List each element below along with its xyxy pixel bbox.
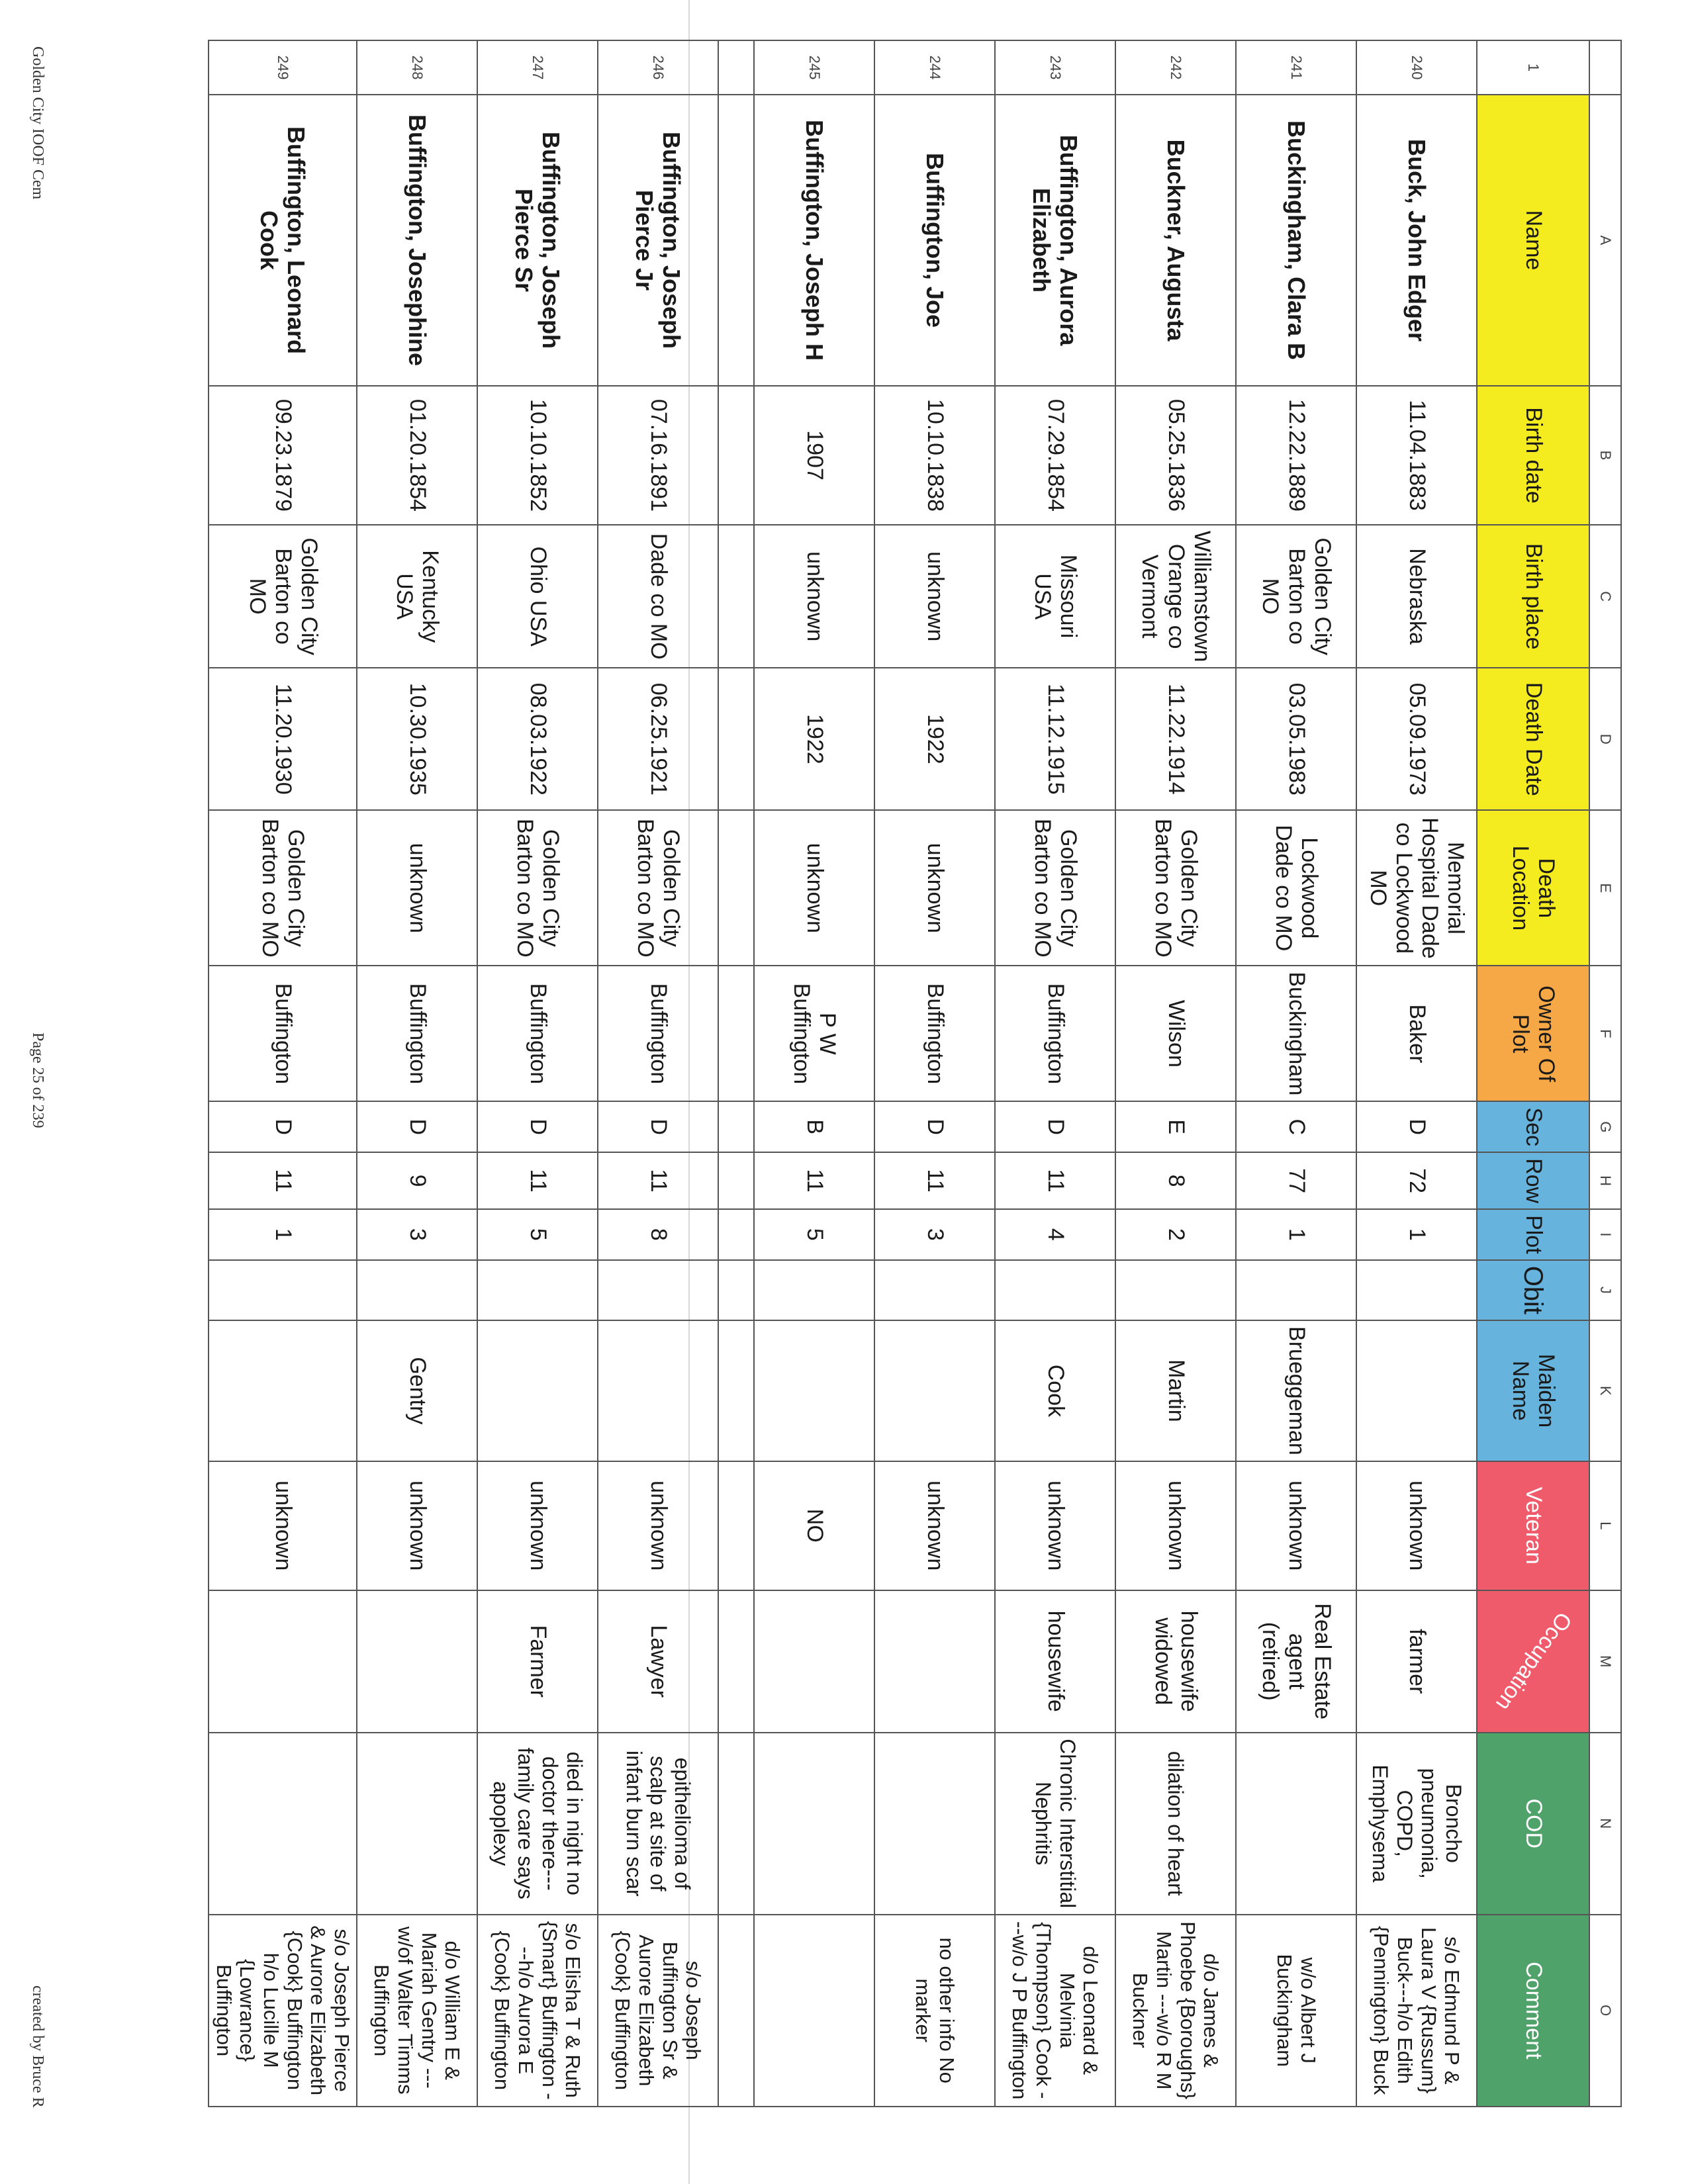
header-occupation bbox=[1477, 1590, 1589, 1733]
header-row-number: 1 bbox=[1477, 40, 1589, 95]
comment-cell: w/o Albert J Buckingham bbox=[1236, 1915, 1356, 2107]
plot-cell: 4 bbox=[995, 1209, 1115, 1260]
name-cell: Buffington, Aurora Elizabeth bbox=[995, 95, 1115, 386]
occupation-cell: Farmer bbox=[477, 1590, 598, 1733]
death-date-cell: 03.05.1983 bbox=[1236, 668, 1356, 810]
table-row bbox=[357, 40, 477, 2107]
maiden-cell: Cook bbox=[995, 1320, 1115, 1461]
veteran-cell: unknown bbox=[357, 1461, 477, 1590]
row-cell: 72 bbox=[1356, 1152, 1477, 1209]
obit-cell bbox=[1115, 1260, 1236, 1320]
table-row bbox=[598, 40, 718, 2107]
blank-cell bbox=[718, 1152, 754, 1209]
header-comment: Comment bbox=[1477, 1915, 1589, 2107]
blank-cell bbox=[718, 1320, 754, 1461]
obit-cell bbox=[874, 1260, 995, 1320]
header-plot: Plot bbox=[1477, 1209, 1589, 1260]
death-date-cell: 11.22.1914 bbox=[1115, 668, 1236, 810]
death-location-cell: Golden City Barton co MO bbox=[598, 810, 718, 966]
death-location-cell: unknown bbox=[754, 810, 874, 966]
row-cell: 11 bbox=[754, 1152, 874, 1209]
death-date-cell: 10.30.1935 bbox=[357, 668, 477, 810]
veteran-cell: NO bbox=[754, 1461, 874, 1590]
plot-cell: 2 bbox=[1115, 1209, 1236, 1260]
name-cell: Buck, John Edger bbox=[1356, 95, 1477, 386]
blank-cell bbox=[718, 1590, 754, 1733]
birth-place-cell: Kentucky USA bbox=[357, 525, 477, 668]
table-row bbox=[754, 40, 874, 2107]
occupation-cell bbox=[874, 1590, 995, 1733]
occupation-cell: housewife widowed bbox=[1115, 1590, 1236, 1733]
blank-cell bbox=[718, 668, 754, 810]
death-date-cell: 1922 bbox=[754, 668, 874, 810]
birth-place-cell: Golden City Barton co MO bbox=[1236, 525, 1356, 668]
birth-place-cell: unknown bbox=[874, 525, 995, 668]
plot-cell: 5 bbox=[754, 1209, 874, 1260]
cod-cell bbox=[754, 1733, 874, 1915]
col-letter: J bbox=[1589, 1260, 1621, 1320]
maiden-cell: Brueggeman bbox=[1236, 1320, 1356, 1461]
name-cell: Buffington, Joseph H bbox=[754, 95, 874, 386]
birth-place-cell: Missouri USA bbox=[995, 525, 1115, 668]
plot-cell: 1 bbox=[1356, 1209, 1477, 1260]
occupation-cell: housewife bbox=[995, 1590, 1115, 1733]
header-row: Row bbox=[1477, 1152, 1589, 1209]
veteran-cell: unknown bbox=[1356, 1461, 1477, 1590]
obit-cell bbox=[598, 1260, 718, 1320]
sec-cell: D bbox=[1356, 1101, 1477, 1152]
header-row bbox=[1477, 40, 1589, 2107]
owner-cell: Buckingham bbox=[1236, 966, 1356, 1101]
col-letter: G bbox=[1589, 1101, 1621, 1152]
death-location-cell: unknown bbox=[874, 810, 995, 966]
birth-date-cell: 07.29.1854 bbox=[995, 386, 1115, 525]
plot-cell: 1 bbox=[209, 1209, 357, 1260]
cod-cell bbox=[874, 1733, 995, 1915]
birth-place-cell: Williamstown Orange co Vermont bbox=[1115, 525, 1236, 668]
blank-cell bbox=[718, 966, 754, 1101]
maiden-cell bbox=[874, 1320, 995, 1461]
row-cell: 77 bbox=[1236, 1152, 1356, 1209]
occupation-cell bbox=[754, 1590, 874, 1733]
row-number: 247 bbox=[477, 40, 598, 95]
comment-cell: s/o Joseph Pierce & Aurore Elizabeth {Cook} Buffington h/o Lucille M {Lowrance} Buffington bbox=[209, 1915, 357, 2107]
header-obit: Obit bbox=[1477, 1260, 1589, 1320]
table-row bbox=[1236, 40, 1356, 2107]
footer-source: Golden City IOOF Cem bbox=[29, 46, 46, 200]
comment-cell: d/o William E & Mariah Gentry ---w/of Walter Timms Buffington bbox=[357, 1915, 477, 2107]
owner-cell: Buffington bbox=[357, 966, 477, 1101]
blank-cell bbox=[718, 1915, 754, 2107]
col-letter: I bbox=[1589, 1209, 1621, 1260]
header-occupation-label: Occupation bbox=[1490, 1608, 1577, 1715]
sec-cell: C bbox=[1236, 1101, 1356, 1152]
header-birth-date: Birth date bbox=[1477, 386, 1589, 525]
row-number: 248 bbox=[357, 40, 477, 95]
sec-cell: D bbox=[598, 1101, 718, 1152]
col-letter: E bbox=[1589, 810, 1621, 966]
row-cell: 11 bbox=[209, 1152, 357, 1209]
obit-cell bbox=[209, 1260, 357, 1320]
row-number: 249 bbox=[209, 40, 357, 95]
row-number: 243 bbox=[995, 40, 1115, 95]
col-letter: C bbox=[1589, 525, 1621, 668]
comment-cell: d/o James & Phoebe {Boroughs} Martin ---w/o R M Buckner bbox=[1115, 1915, 1236, 2107]
footer-page-number: Page 25 of 239 bbox=[29, 1032, 46, 1128]
row-number: 246 bbox=[598, 40, 718, 95]
plot-cell: 8 bbox=[598, 1209, 718, 1260]
comment-cell: d/o Leonard & Melvinia {Thompson} Cook ---w/o J P Buffington bbox=[995, 1915, 1115, 2107]
table-row bbox=[1356, 40, 1477, 2107]
death-date-cell: 08.03.1922 bbox=[477, 668, 598, 810]
corner-cell bbox=[1589, 40, 1621, 95]
comment-cell: s/o Edmund P & Laura V {Russum} Buck---h/o Edith {Pennington} Buck bbox=[1356, 1915, 1477, 2107]
comment-cell: s/o Joseph Buffington Sr & Aurore Elizabeth {Cook} Buffington bbox=[598, 1915, 718, 2107]
col-letter: N bbox=[1589, 1733, 1621, 1915]
death-date-cell: 05.09.1973 bbox=[1356, 668, 1477, 810]
col-letter: H bbox=[1589, 1152, 1621, 1209]
cod-cell: epithelioma of scalp at site of infant burn scar bbox=[598, 1733, 718, 1915]
table-row bbox=[1115, 40, 1236, 2107]
comment-cell: no other info No marker bbox=[874, 1915, 995, 2107]
owner-cell: Buffington bbox=[598, 966, 718, 1101]
col-letter: B bbox=[1589, 386, 1621, 525]
veteran-cell: unknown bbox=[874, 1461, 995, 1590]
maiden-cell bbox=[754, 1320, 874, 1461]
cod-cell bbox=[209, 1733, 357, 1915]
owner-cell: Buffington bbox=[874, 966, 995, 1101]
death-location-cell: Golden City Barton co MO bbox=[209, 810, 357, 966]
header-death-date: Death Date bbox=[1477, 668, 1589, 810]
blank-cell bbox=[718, 810, 754, 966]
veteran-cell: unknown bbox=[209, 1461, 357, 1590]
owner-cell: Buffington bbox=[477, 966, 598, 1101]
birth-date-cell: 10.10.1838 bbox=[874, 386, 995, 525]
row-cell: 9 bbox=[357, 1152, 477, 1209]
header-name: Name bbox=[1477, 95, 1589, 386]
table-row bbox=[477, 40, 598, 2107]
veteran-cell: unknown bbox=[1115, 1461, 1236, 1590]
birth-date-cell: 07.16.1891 bbox=[598, 386, 718, 525]
comment-cell bbox=[754, 1915, 874, 2107]
row-number: 240 bbox=[1356, 40, 1477, 95]
footer-credit: created by Bruce R bbox=[29, 1985, 46, 2108]
birth-place-cell: Nebraska bbox=[1356, 525, 1477, 668]
veteran-cell: unknown bbox=[995, 1461, 1115, 1590]
owner-cell: Wilson bbox=[1115, 966, 1236, 1101]
occupation-cell: farmer bbox=[1356, 1590, 1477, 1733]
cemetery-records-table bbox=[208, 40, 1622, 2107]
comment-cell: s/o Elisha T & Ruth {Smart} Buffington ---h/o Aurora E {Cook} Buffington bbox=[477, 1915, 598, 2107]
sec-cell: E bbox=[1115, 1101, 1236, 1152]
col-letter: M bbox=[1589, 1590, 1621, 1733]
col-letter: D bbox=[1589, 668, 1621, 810]
maiden-cell bbox=[598, 1320, 718, 1461]
row-number: 241 bbox=[1236, 40, 1356, 95]
blank-cell bbox=[718, 40, 754, 95]
name-cell: Buckingham, Clara B bbox=[1236, 95, 1356, 386]
cod-cell bbox=[1236, 1733, 1356, 1915]
death-location-cell: unknown bbox=[357, 810, 477, 966]
maiden-cell: Martin bbox=[1115, 1320, 1236, 1461]
obit-cell bbox=[357, 1260, 477, 1320]
death-location-cell: Memorial Hospital Dade co Lockwood MO bbox=[1356, 810, 1477, 966]
column-letters-row bbox=[1589, 40, 1621, 2107]
col-letter: A bbox=[1589, 95, 1621, 386]
sec-cell: D bbox=[477, 1101, 598, 1152]
birth-place-cell: Dade co MO bbox=[598, 525, 718, 668]
blank-cell bbox=[718, 386, 754, 525]
blank-row bbox=[718, 40, 754, 2107]
birth-date-cell: 1907 bbox=[754, 386, 874, 525]
header-maiden-name: Maiden Name bbox=[1477, 1320, 1589, 1461]
cod-cell: Broncho pneumonia, COPD, Emphysema bbox=[1356, 1733, 1477, 1915]
row-number: 244 bbox=[874, 40, 995, 95]
row-cell: 11 bbox=[477, 1152, 598, 1209]
obit-cell bbox=[754, 1260, 874, 1320]
name-cell: Buckner, Augusta bbox=[1115, 95, 1236, 386]
owner-cell: Buffington bbox=[209, 966, 357, 1101]
occupation-cell: Lawyer bbox=[598, 1590, 718, 1733]
birth-place-cell: Golden City Barton co MO bbox=[209, 525, 357, 668]
sec-cell: B bbox=[754, 1101, 874, 1152]
birth-date-cell: 05.25.1836 bbox=[1115, 386, 1236, 525]
plot-cell: 1 bbox=[1236, 1209, 1356, 1260]
col-letter: K bbox=[1589, 1320, 1621, 1461]
occupation-cell: Real Estate agent (retired) bbox=[1236, 1590, 1356, 1733]
death-location-cell: Golden City Barton co MO bbox=[477, 810, 598, 966]
header-veteran: Veteran bbox=[1477, 1461, 1589, 1590]
header-sec: Sec bbox=[1477, 1101, 1589, 1152]
row-number: 242 bbox=[1115, 40, 1236, 95]
maiden-cell bbox=[477, 1320, 598, 1461]
col-letter: F bbox=[1589, 966, 1621, 1101]
col-letter: L bbox=[1589, 1461, 1621, 1590]
name-cell: Buffington, Joe bbox=[874, 95, 995, 386]
birth-date-cell: 10.10.1852 bbox=[477, 386, 598, 525]
veteran-cell: unknown bbox=[477, 1461, 598, 1590]
header-death-location: Death Location bbox=[1477, 810, 1589, 966]
death-date-cell: 06.25.1921 bbox=[598, 668, 718, 810]
birth-place-cell: unknown bbox=[754, 525, 874, 668]
table-row bbox=[995, 40, 1115, 2107]
sec-cell: D bbox=[874, 1101, 995, 1152]
birth-date-cell: 11.04.1883 bbox=[1356, 386, 1477, 525]
death-date-cell: 11.20.1930 bbox=[209, 668, 357, 810]
cod-cell bbox=[357, 1733, 477, 1915]
name-cell: Buffington, Leonard Cook bbox=[209, 95, 357, 386]
maiden-cell bbox=[209, 1320, 357, 1461]
obit-cell bbox=[477, 1260, 598, 1320]
birth-date-cell: 01.20.1854 bbox=[357, 386, 477, 525]
birth-place-cell: Ohio USA bbox=[477, 525, 598, 668]
death-location-cell: Golden City Barton co MO bbox=[995, 810, 1115, 966]
veteran-cell: unknown bbox=[598, 1461, 718, 1590]
maiden-cell bbox=[1356, 1320, 1477, 1461]
occupation-cell bbox=[357, 1590, 477, 1733]
plot-cell: 5 bbox=[477, 1209, 598, 1260]
owner-cell: P W Buffington bbox=[754, 966, 874, 1101]
occupation-cell bbox=[209, 1590, 357, 1733]
col-letter: O bbox=[1589, 1915, 1621, 2107]
blank-cell bbox=[718, 1733, 754, 1915]
name-cell: Buffington, Joseph Pierce Jr bbox=[598, 95, 718, 386]
row-cell: 8 bbox=[1115, 1152, 1236, 1209]
blank-cell bbox=[718, 1461, 754, 1590]
name-cell: Buffington, Josephine bbox=[357, 95, 477, 386]
death-date-cell: 1922 bbox=[874, 668, 995, 810]
death-date-cell: 11.12.1915 bbox=[995, 668, 1115, 810]
blank-cell bbox=[718, 525, 754, 668]
veteran-cell: unknown bbox=[1236, 1461, 1356, 1590]
row-cell: 11 bbox=[874, 1152, 995, 1209]
cod-cell: dilation of heart bbox=[1115, 1733, 1236, 1915]
header-cod: COD bbox=[1477, 1733, 1589, 1915]
death-location-cell: Golden City Barton co MO bbox=[1115, 810, 1236, 966]
maiden-cell: Gentry bbox=[357, 1320, 477, 1461]
plot-cell: 3 bbox=[874, 1209, 995, 1260]
table-row bbox=[209, 40, 357, 2107]
name-cell: Buffington, Joseph Pierce Sr bbox=[477, 95, 598, 386]
obit-cell bbox=[1356, 1260, 1477, 1320]
birth-date-cell: 12.22.1889 bbox=[1236, 386, 1356, 525]
death-location-cell: Lockwood Dade co MO bbox=[1236, 810, 1356, 966]
blank-cell bbox=[718, 1260, 754, 1320]
row-number: 245 bbox=[754, 40, 874, 95]
row-cell: 11 bbox=[995, 1152, 1115, 1209]
sec-cell: D bbox=[357, 1101, 477, 1152]
obit-cell bbox=[1236, 1260, 1356, 1320]
header-owner-of-plot: Owner Of Plot bbox=[1477, 966, 1589, 1101]
blank-cell bbox=[718, 95, 754, 386]
owner-cell: Buffington bbox=[995, 966, 1115, 1101]
blank-cell bbox=[718, 1101, 754, 1152]
cod-cell: Chronic Interstitial Nephritis bbox=[995, 1733, 1115, 1915]
plot-cell: 3 bbox=[357, 1209, 477, 1260]
header-birth-place: Birth place bbox=[1477, 525, 1589, 668]
birth-date-cell: 09.23.1879 bbox=[209, 386, 357, 525]
cod-cell: died in night no doctor there---family care says apoplexy bbox=[477, 1733, 598, 1915]
table-row bbox=[874, 40, 995, 2107]
sec-cell: D bbox=[209, 1101, 357, 1152]
sec-cell: D bbox=[995, 1101, 1115, 1152]
obit-cell bbox=[995, 1260, 1115, 1320]
row-cell: 11 bbox=[598, 1152, 718, 1209]
owner-cell: Baker bbox=[1356, 966, 1477, 1101]
blank-cell bbox=[718, 1209, 754, 1260]
